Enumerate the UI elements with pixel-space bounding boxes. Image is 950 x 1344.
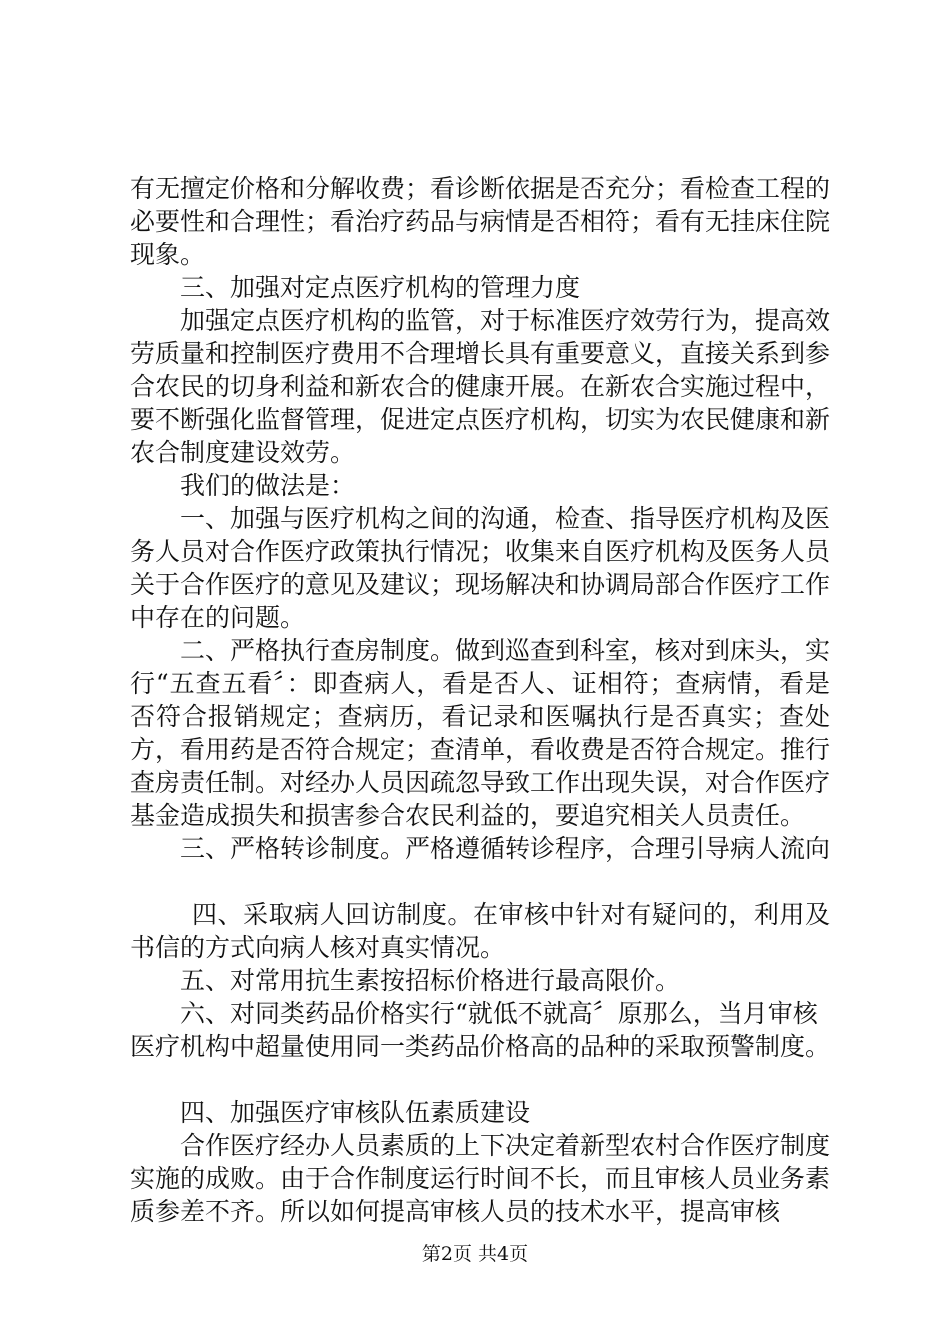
paragraph-approach-intro: 我们的做法是： — [180, 471, 356, 500]
paragraph-supervision: 加强定点医疗机构的监管，对于标准医疗效劳行为，提高效劳质量和控制医疗费用不合理增长具有重要意义，直接关系到参合农民的切身利益和新农合的健康开展。在新农合实施过程中，要不断强化监督管理，促进定点医疗机构，切实为农民健康和新农合制度建设效劳。 — [130, 306, 831, 467]
list-item-6-continuation: 医疗机构中超量使用同一类药品价格高的品种的采取预警制度。 — [130, 1032, 831, 1061]
list-item-3: 三、严格转诊制度。严格遵循转诊程序，合理引导病人流向 — [180, 834, 831, 863]
document-body — [130, 172, 830, 1228]
list-item-6: 六、对同类药品价格实行“就低不就高〞原那么，当月审核 — [180, 999, 818, 1028]
page-number-footer: 第2页 共4页 — [421, 1243, 529, 1265]
list-item-4: 四、采取病人回访制度。在审核中针对有疑问的，利用及书信的方式向病人核对真实情况。 — [130, 900, 830, 962]
paragraph-continuation: 有无擅定价格和分解收费；看诊断依据是否充分；看检查工程的必要性和合理性；看治疗药品与病情是否相符；看有无挂床住院现象。 — [130, 174, 831, 269]
list-item-2: 二、严格执行查房制度。做到巡查到科室，核对到床头，实行“五查五看〞：即查病人，看是否人、证相符；查病情，看是否符合报销规定；查病历，看记录和医嘱执行是否真实；查处方，看用药是否符合规定；查清单，看收费是否符合规定。推行查房责任制。对经办人员因疏忽导致工作出现失误，对合作医疗基金造成损失和损害参合农民利益的，要追究相关人员责任。 — [130, 636, 831, 830]
section-heading-3: 三、加强对定点医疗机构的管理力度 — [180, 273, 581, 302]
list-item-1: 一、加强与医疗机构之间的沟通，检查、指导医疗机构及医务人员对合作医疗政策执行情况；收集来自医疗机构及医务人员关于合作医疗的意见及建议；现场解决和协调局部合作医疗工作中存在的问题。 — [130, 504, 831, 632]
section-heading-4: 四、加强医疗审核队伍素质建设 — [180, 1098, 531, 1127]
list-item-5: 五、对常用抗生素按招标价格进行最高限价。 — [180, 966, 681, 995]
paragraph-staff-quality: 合作医疗经办人员素质的上下决定着新型农村合作医疗制度实施的成败。由于合作制度运行时间不长，而且审核人员业务素质参差不齐。所以如何提高审核人员的技术水平，提高审核 — [130, 1131, 831, 1226]
